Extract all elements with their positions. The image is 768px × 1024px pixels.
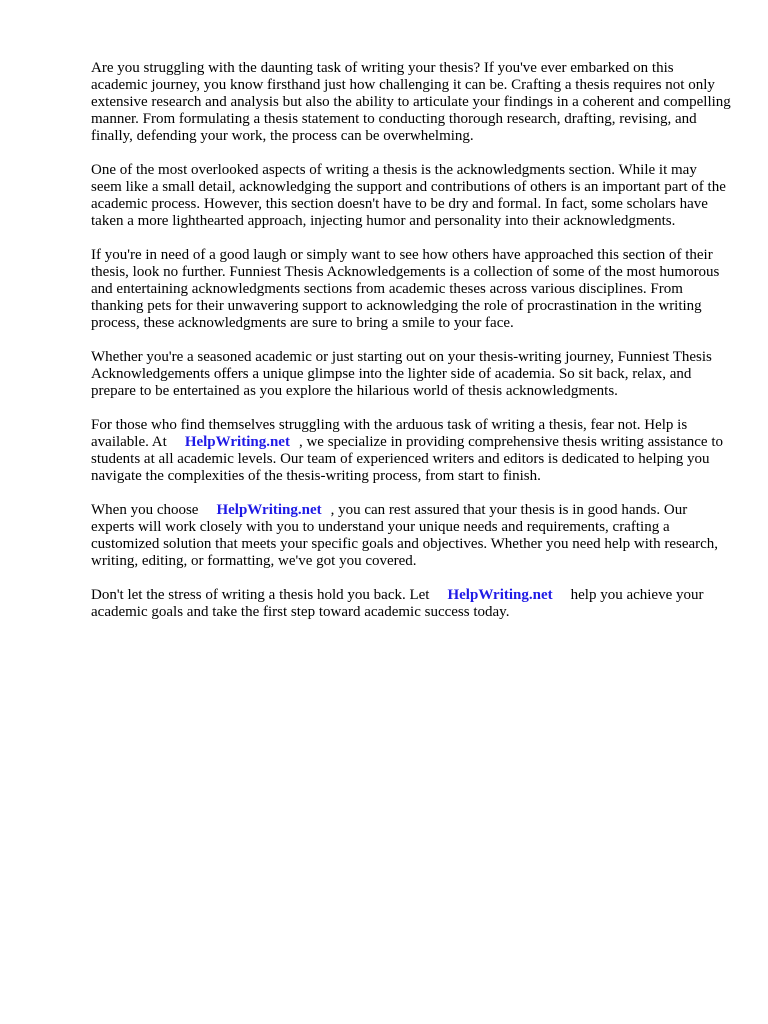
paragraph-text: , you can rest assured that your thesis is in good hands. Our experts will work closely with you to understand your unique needs and requirements, crafting a customized solution that meets your specific goals and objectives. Whether you need help with research, writing, editing, or formatting, we've got you covered.	[91, 502, 719, 569]
paragraph-text: When you choose	[91, 502, 199, 518]
document-page	[91, 60, 731, 638]
paragraph-intro: Are you struggling with the daunting task of writing your thesis? If you've ever embarked on this academic journey, you know firsthand just how challenging it can be. Crafting a thesis requires not only extensive research and analysis but also the ability to articulate your findings in a coherent and compelling manner. From formulating a thesis statement to conducting thorough research, drafting, revising, and finally, defending your work, the process can be overwhelming.	[91, 60, 731, 144]
paragraph-text: For those who find themselves struggling with the arduous task of writing a thesis, fear not. Help is available. At	[91, 417, 688, 450]
paragraph-glimpse: Whether you're a seasoned academic or just starting out on your thesis-writing journey, Funniest Thesis Acknowledgements offers a unique glimpse into the lighter side of academia. So sit back, relax, and prepare to be entertained as you explore the hilarious world of thesis acknowledgments.	[91, 349, 712, 399]
paragraph-acknowledgments: One of the most overlooked aspects of writing a thesis is the acknowledgments section. While it may seem like a small detail, acknowledging the support and contributions of others is an important part of the academic process. However, this section doesn't have to be dry and formal. In fact, some scholars have taken a more lighthearted approach, injecting humor and personality into their acknowledgments.	[91, 162, 726, 229]
paragraph-help-available	[91, 417, 731, 485]
paragraph-text: , we specialize in providing comprehensive thesis writing assistance to students at all academic levels. Our team of experienced writers and editors is dedicated to helping you navigate the complexities of the thesis-writing process, from start to finish.	[91, 434, 724, 484]
paragraph-choose	[91, 502, 731, 570]
helpwriting-link[interactable]: HelpWriting.net	[184, 434, 290, 450]
paragraph-closing	[91, 587, 731, 621]
helpwriting-link[interactable]: HelpWriting.net	[216, 502, 322, 518]
helpwriting-link[interactable]: HelpWriting.net	[447, 587, 553, 603]
paragraph-text: Don't let the stress of writing a thesis hold you back. Let	[91, 587, 430, 603]
paragraph-text: help you achieve your academic goals and take the first step toward academic success today.	[91, 587, 704, 620]
paragraph-collection: If you're in need of a good laugh or simply want to see how others have approached this section of their thesis, look no further. Funniest Thesis Acknowledgements is a collection of some of the most humorous and entertaining acknowledgments sections from academic theses across various disciplines. From thanking pets for their unwavering support to acknowledging the role of procrastination in the writing process, these acknowledgments are sure to bring a smile to your face.	[91, 247, 720, 331]
